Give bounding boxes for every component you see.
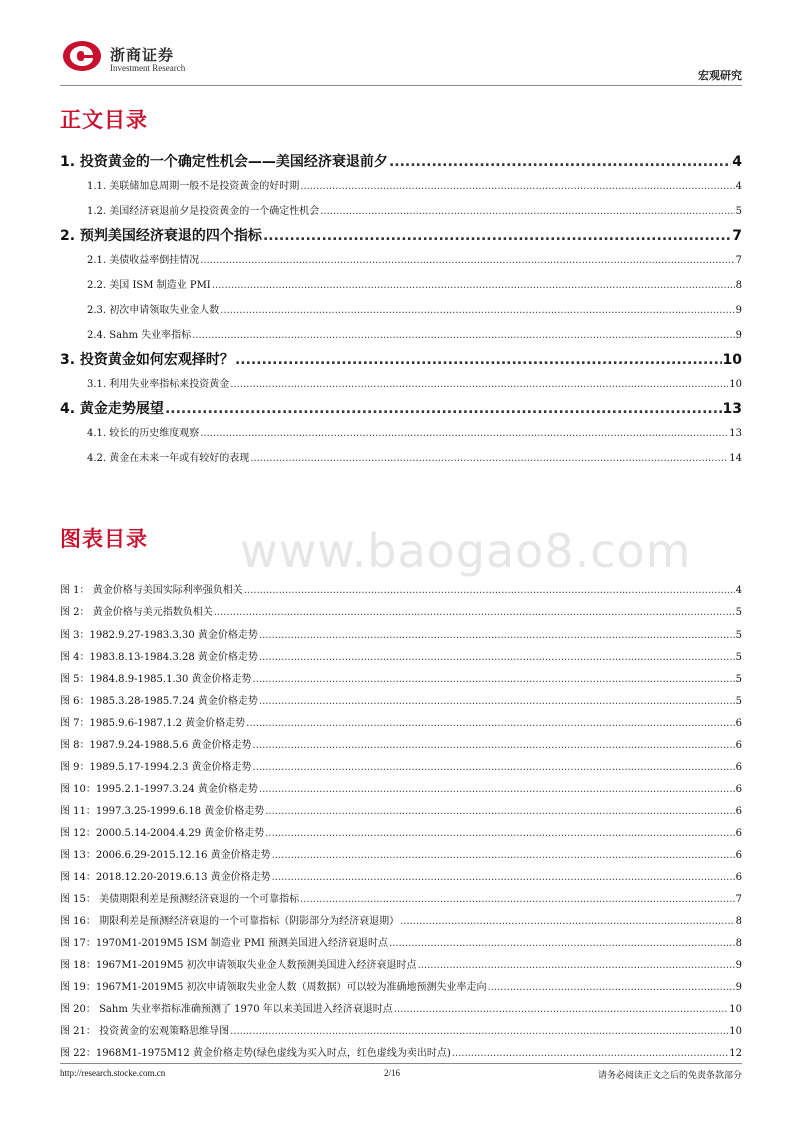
- figure-entry-page: 10: [729, 1026, 742, 1037]
- figure-entry-14[interactable]: [60, 868, 742, 884]
- figure-entry-page: 6: [735, 762, 742, 773]
- figure-entry-2[interactable]: [60, 603, 742, 619]
- figure-entry-20[interactable]: [60, 1000, 742, 1016]
- figure-entry-text: 图 20： Sahm 失业率指标准确预测了 1970 年以来美国进入经济衰退时点: [60, 1004, 393, 1015]
- figure-entry-text: 图 8：1987.9.24-1988.5.6 黄金价格走势: [60, 740, 252, 751]
- figure-entry-6[interactable]: [60, 692, 742, 708]
- figure-entry-page: 8: [735, 916, 742, 927]
- figure-entry-text: 图 9：1989.5.17-1994.2.3 黄金价格走势: [60, 762, 252, 773]
- toc-entry-page: 7: [732, 228, 742, 244]
- toc-entry-4[interactable]: [60, 398, 742, 418]
- toc-entry-3[interactable]: [60, 349, 742, 369]
- toc-entry-text: 3.1. 利用失业率指标来投资黄金: [87, 379, 230, 390]
- figure-entry-text: 图 18：1967M1-2019M5 初次申请领取失业金人数预测美国进入经济衰退时点: [60, 960, 417, 971]
- figure-entry-8[interactable]: [60, 736, 742, 752]
- brand-subtitle: Investment Research: [110, 63, 186, 73]
- figure-entry-text: 图 15： 美债期限利差是预测经济衰退的一个可靠指标: [60, 894, 300, 905]
- figure-entry-page: 6: [735, 740, 742, 751]
- toc-entry-text: 4. 黄金走势展望: [60, 401, 164, 417]
- figure-entry-page: 12: [729, 1048, 742, 1059]
- toc-entry-2[interactable]: [60, 225, 742, 245]
- figure-entry-text: 图 10：1995.2.1-1997.3.24 黄金价格走势: [60, 784, 258, 795]
- toc-entry-2-4[interactable]: [87, 326, 742, 342]
- figure-entry-page: 9: [735, 982, 742, 993]
- figure-entry-18[interactable]: [60, 956, 742, 972]
- footer-url[interactable]: http://research.stocke.com.cn: [60, 1068, 166, 1078]
- figure-entry-7[interactable]: [60, 714, 742, 730]
- toc-title: 正文目录: [60, 108, 148, 132]
- figure-entry-text: 图 17：1970M1-2019M5 ISM 制造业 PMI 预测美国进入经济衰退时点: [60, 938, 389, 949]
- figure-entry-4[interactable]: [60, 648, 742, 664]
- brand-name: 浙商证券: [110, 46, 175, 64]
- toc-entry-2-3[interactable]: [87, 301, 742, 317]
- figure-entry-text: 图 14：2018.12.20-2019.6.13 黄金价格走势: [60, 872, 271, 883]
- toc-entry-page: 13: [729, 428, 742, 439]
- toc-entry-page: 9: [735, 305, 742, 316]
- footer-divider: [60, 1063, 742, 1064]
- figure-entry-page: 5: [735, 674, 742, 685]
- company-logo-icon: [62, 40, 102, 72]
- figure-entry-text: 图 5：1984.8.9-1985.1.30 黄金价格走势: [60, 674, 252, 685]
- section-tag: 宏观研究: [698, 69, 742, 82]
- toc-entry-text: 1. 投资黄金的一个确定性机会——美国经济衰退前夕: [60, 154, 388, 170]
- toc-entry-4-1[interactable]: [87, 424, 742, 440]
- figure-entry-11[interactable]: [60, 802, 742, 818]
- figure-entry-22[interactable]: [60, 1044, 742, 1060]
- toc-entry-text: 2.3. 初次申请领取失业金人数: [87, 305, 220, 316]
- toc-entry-1-1[interactable]: [87, 177, 742, 193]
- watermark-text: www.baogao8.com: [240, 524, 692, 578]
- figure-entry-page: 6: [735, 784, 742, 795]
- toc-entry-page: 5: [735, 206, 742, 217]
- footer-disclaimer: 请务必阅读正文之后的免责条款部分: [597, 1071, 742, 1081]
- toc-entry-3-1[interactable]: [87, 375, 742, 391]
- figure-entry-10[interactable]: [60, 780, 742, 796]
- figure-entry-page: 5: [735, 607, 742, 618]
- figure-entry-page: 10: [729, 1004, 742, 1015]
- figure-entry-3[interactable]: [60, 626, 742, 642]
- toc-entry-page: 9: [735, 330, 742, 341]
- figure-entry-text: 图 13：2006.6.29-2015.12.16 黄金价格走势: [60, 850, 271, 861]
- figure-entry-page: 5: [735, 696, 742, 707]
- toc-entry-page: 10: [722, 352, 742, 368]
- toc-entry-text: 3. 投资黄金如何宏观择时？: [60, 352, 234, 368]
- toc-entry-text: 1.2. 美国经济衰退前夕是投资黄金的一个确定性机会: [87, 206, 320, 217]
- figure-entry-text: 图 19：1967M1-2019M5 初次申请领取失业金人数（周数据）可以较为准确地预测失业率走向: [60, 982, 487, 993]
- figure-entry-text: 图 2： 黄金价格与美元指数负相关: [60, 607, 213, 618]
- figure-entry-12[interactable]: [60, 824, 742, 840]
- figure-entry-21[interactable]: [60, 1022, 742, 1038]
- header-divider: [60, 85, 742, 86]
- toc-entry-text: 2. 预判美国经济衰退的四个指标: [60, 228, 262, 244]
- toc-entry-text: 2.4. Sahm 失业率指标: [87, 330, 192, 341]
- toc-entry-page: 4: [732, 154, 742, 170]
- toc-entry-2-2[interactable]: [87, 276, 742, 292]
- figure-entry-page: 4: [735, 585, 742, 596]
- figure-entry-15[interactable]: [60, 890, 742, 906]
- toc-entry-page: 10: [729, 379, 742, 390]
- figure-entry-text: 图 6：1985.3.28-1985.7.24 黄金价格走势: [60, 696, 258, 707]
- figure-entry-page: 8: [735, 938, 742, 949]
- figure-entry-page: 6: [735, 828, 742, 839]
- figures-title: 图表目录: [60, 527, 148, 551]
- figure-entry-page: 6: [735, 850, 742, 861]
- toc-entry-text: 2.1. 美债收益率倒挂情况: [87, 255, 200, 266]
- figure-entry-text: 图 3：1982.9.27-1983.3.30 黄金价格走势: [60, 630, 258, 641]
- figure-entry-text: 图 4：1983.8.13-1984.3.28 黄金价格走势: [60, 652, 258, 663]
- page-number: 2/16: [384, 1068, 401, 1078]
- toc-entry-page: 7: [735, 255, 742, 266]
- toc-entry-4-2[interactable]: [87, 449, 742, 465]
- toc-entry-text: 4.1. 较长的历史维度观察: [87, 428, 200, 439]
- figure-entry-page: 5: [735, 630, 742, 641]
- figure-entry-page: 6: [735, 872, 742, 883]
- figure-entry-page: 7: [735, 894, 742, 905]
- toc-entry-1[interactable]: [60, 151, 742, 171]
- figure-entry-page: 6: [735, 806, 742, 817]
- figure-entry-text: 图 12：2000.5.14-2004.4.29 黄金价格走势: [60, 828, 265, 839]
- figure-entry-17[interactable]: [60, 934, 742, 950]
- figure-entry-1[interactable]: [60, 581, 742, 597]
- figure-entry-text: 图 7：1985.9.6-1987.1.2 黄金价格走势: [60, 718, 246, 729]
- toc-entry-2-1[interactable]: [87, 251, 742, 267]
- toc-entry-page: 13: [722, 401, 742, 417]
- figure-entry-text: 图 1： 黄金价格与美国实际利率强负相关: [60, 585, 243, 596]
- figure-entry-text: 图 22：1968M1-1975M12 黄金价格走势(绿色虚线为买入时点，红色虚线为卖出时点): [60, 1048, 451, 1059]
- figure-entry-9[interactable]: [60, 758, 742, 774]
- figure-entry-page: 9: [735, 960, 742, 971]
- figure-entry-13[interactable]: [60, 846, 742, 862]
- toc-entry-1-2[interactable]: [87, 202, 742, 218]
- figure-entry-5[interactable]: [60, 670, 742, 686]
- figure-entry-text: 图 11：1997.3.25-1999.6.18 黄金价格走势: [60, 806, 265, 817]
- figure-entry-text: 图 16： 期限利差是预测经济衰退的一个可靠指标（阴影部分为经济衰退期）: [60, 916, 400, 927]
- toc-entry-text: 2.2. 美国 ISM 制造业 PMI: [87, 280, 211, 291]
- toc-entry-page: 14: [729, 453, 742, 464]
- figure-entry-16[interactable]: [60, 912, 742, 928]
- figure-entry-text: 图 21： 投资黄金的宏观策略思维导图: [60, 1026, 230, 1037]
- figure-entry-page: 6: [735, 718, 742, 729]
- figure-entry-page: 5: [735, 652, 742, 663]
- toc-entry-page: 8: [735, 280, 742, 291]
- figure-entry-19[interactable]: [60, 978, 742, 994]
- toc-entry-page: 4: [735, 181, 742, 192]
- toc-entry-text: 4.2. 黄金在未来一年或有较好的表现: [87, 453, 250, 464]
- toc-entry-text: 1.1. 美联储加息周期一般不是投资黄金的好时期: [87, 181, 300, 192]
